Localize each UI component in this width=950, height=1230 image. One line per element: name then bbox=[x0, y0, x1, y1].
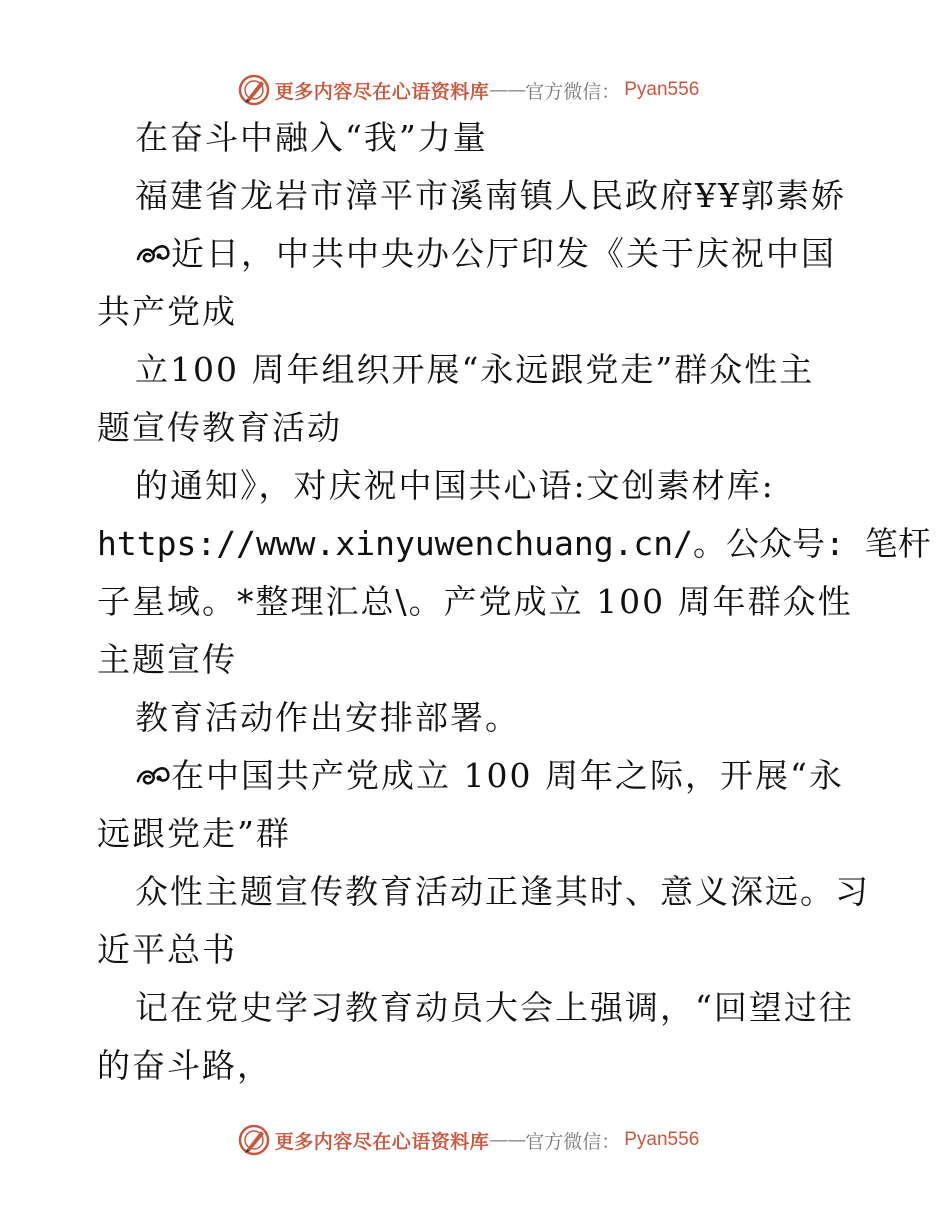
pen-logo-icon bbox=[237, 1123, 271, 1157]
footer-dash: —— bbox=[489, 1129, 526, 1151]
paragraph-line bbox=[135, 234, 836, 274]
author-line: 福建省龙岩市漳平市溪南镇人民政府¥¥郭素娇 bbox=[135, 176, 846, 215]
header-wechat-label: 官方微信： bbox=[525, 80, 621, 103]
paragraph-line: 的奋斗路， bbox=[97, 1046, 272, 1085]
header-banner bbox=[0, 70, 950, 110]
document-title: 在奋斗中融入“我”力量 bbox=[135, 118, 488, 157]
paragraph-line: 共产党成 bbox=[97, 292, 237, 331]
footer-banner bbox=[0, 1120, 950, 1160]
header-wechat-id: Pyan556 bbox=[624, 79, 700, 100]
paragraph-line: 主题宣传 bbox=[97, 640, 237, 679]
footer-wechat-label: 官方微信： bbox=[525, 1130, 621, 1153]
paragraph-line: 记在党史学习教育动员大会上强调，“回望过往 bbox=[135, 988, 854, 1027]
paragraph-line-text: 在中国共产党成立 100 周年之际，开展“永 bbox=[171, 756, 844, 795]
pen-logo-icon bbox=[237, 73, 271, 107]
header-brand-text: 更多内容尽在心语资料库 bbox=[274, 80, 490, 103]
paragraph-line-url: https://www.xinyuwenchuang.cn/。公众号: 笔杆 bbox=[97, 524, 931, 563]
paragraph-line: 远跟党走”群 bbox=[97, 814, 291, 853]
flourish-bullet-icon bbox=[135, 761, 171, 791]
flourish-bullet-icon bbox=[135, 239, 171, 269]
header-dash: —— bbox=[489, 79, 526, 101]
paragraph-line: 题宣传教育活动 bbox=[97, 408, 342, 447]
paragraph-line: 众性主题宣传教育活动正逢其时、意义深远。习 bbox=[135, 872, 870, 911]
paragraph-line: 的通知》，对庆祝中国共心语:文创素材库: bbox=[135, 466, 775, 505]
footer-wechat-id: Pyan556 bbox=[624, 1129, 700, 1150]
footer-brand-text: 更多内容尽在心语资料库 bbox=[274, 1130, 490, 1153]
paragraph-line: 子星域。*整理汇总\。产党成立 100 周年群众性 bbox=[97, 582, 853, 621]
paragraph-line: 近平总书 bbox=[97, 930, 237, 969]
paragraph-line-text: 近日，中共中央办公厅印发《关于庆祝中国 bbox=[171, 234, 836, 273]
paragraph-line: 教育活动作出安排部署。 bbox=[135, 698, 520, 737]
paragraph-line bbox=[135, 756, 844, 796]
paragraph-line: 立100 周年组织开展“永远跟党走”群众性主 bbox=[135, 350, 815, 389]
